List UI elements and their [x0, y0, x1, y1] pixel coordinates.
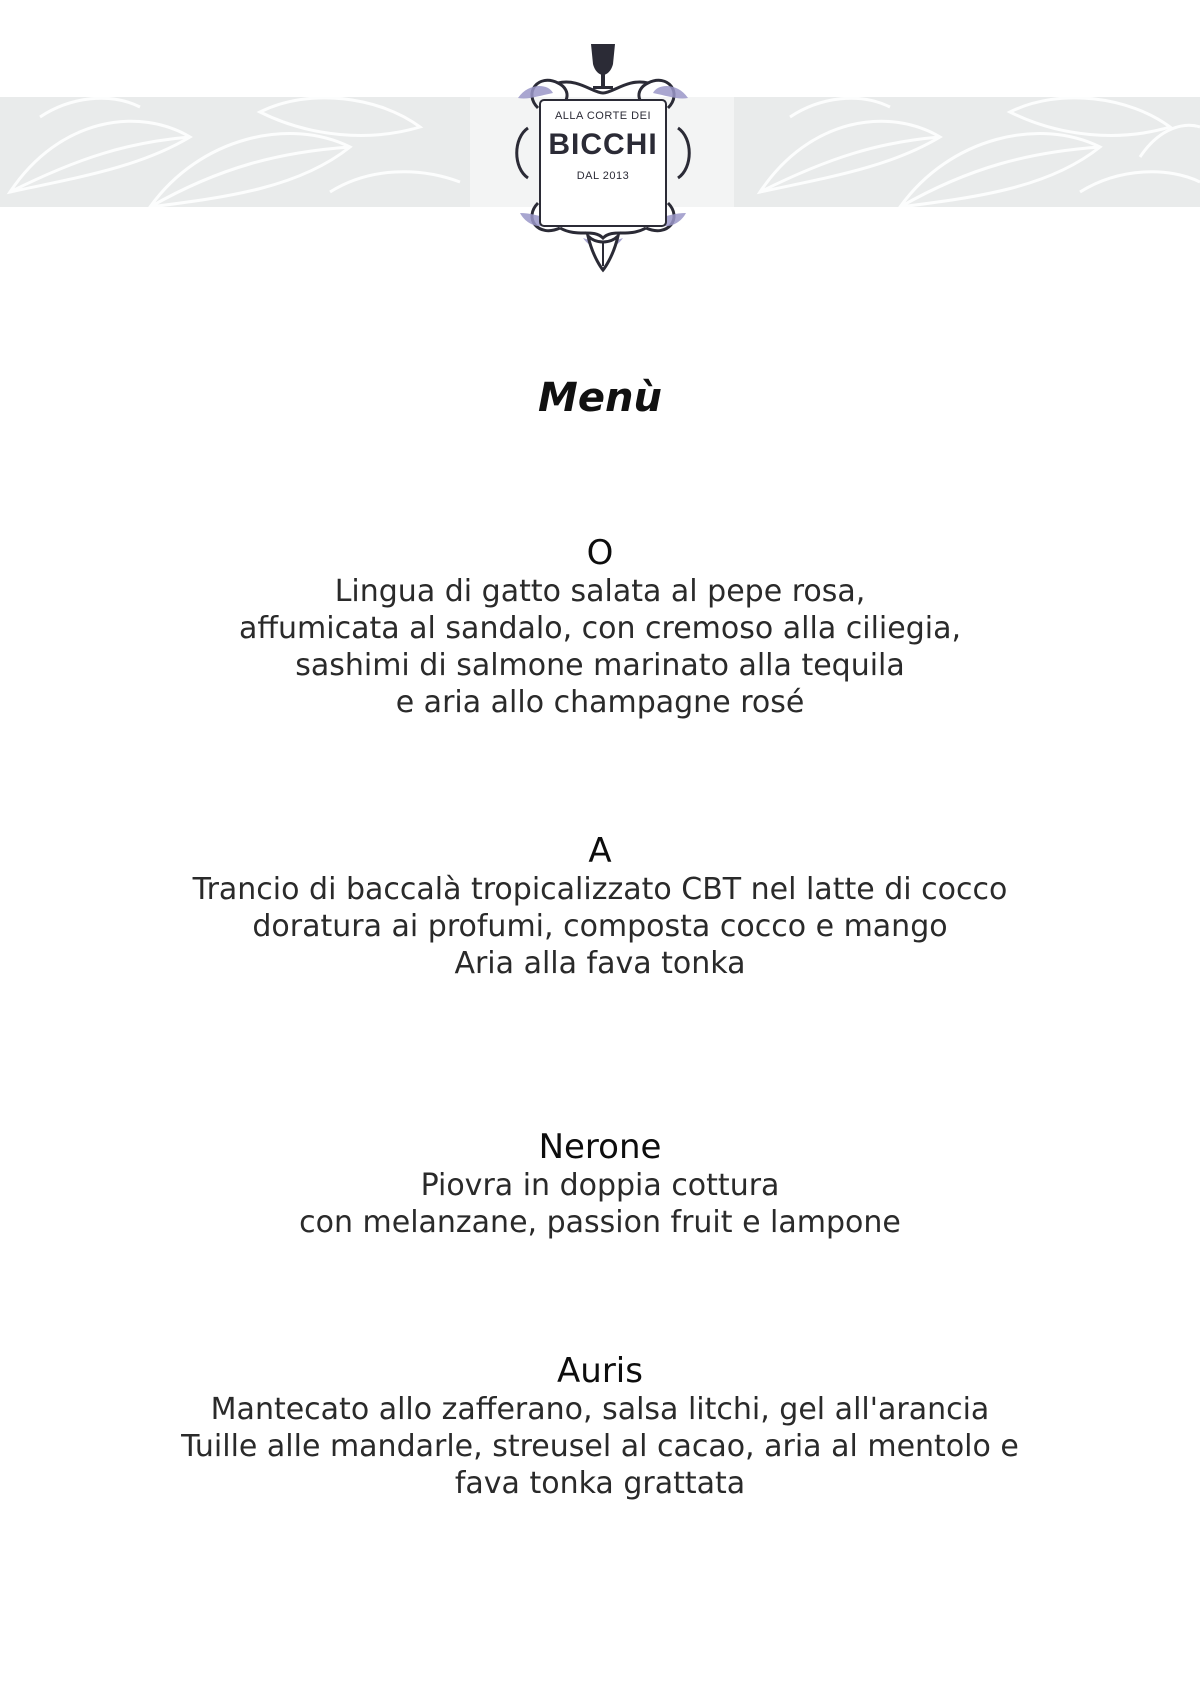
menu-title: Menù	[538, 375, 662, 421]
course-description	[0, 1391, 1200, 1502]
course-description-line: doratura ai profumi, composta cocco e mango	[252, 909, 948, 944]
course-name: O	[586, 533, 614, 573]
course-auris	[0, 1351, 1200, 1502]
course-description-line: Trancio di baccalà tropicalizzato CBT nel latte di cocco	[192, 872, 1008, 907]
course-description-line: con melanzane, passion fruit e lampone	[299, 1205, 901, 1240]
course-description-line: Aria alla fava tonka	[454, 946, 746, 981]
course-a	[0, 831, 1200, 982]
logo-text-bottom: DAL 2013	[576, 170, 630, 182]
course-description	[0, 871, 1200, 982]
course-description-line: Tuille alle mandarle, streusel al cacao, aria al mentolo e	[181, 1429, 1019, 1464]
course-description-line: e aria allo champagne rosé	[395, 685, 805, 720]
course-description	[0, 573, 1200, 721]
course-description-line: Lingua di gatto salata al pepe rosa,	[334, 574, 866, 609]
course-name: Nerone	[538, 1127, 662, 1167]
logo-text-top: ALLA CORTE DEI	[554, 110, 652, 122]
logo-text-main: BICCHI	[548, 128, 658, 161]
course-description-line: affumicata al sandalo, con cremoso alla ciliegia,	[238, 611, 961, 646]
course-name: Auris	[557, 1351, 643, 1391]
course-description-line: fava tonka grattata	[454, 1466, 746, 1501]
course-description-line: sashimi di salmone marinato alla tequila	[295, 648, 905, 683]
course-description	[0, 1167, 1200, 1241]
course-description-line: Mantecato allo zafferano, salsa litchi, gel all'arancia	[210, 1392, 990, 1427]
course-o	[0, 533, 1200, 721]
course-description-line: Piovra in doppia cottura	[420, 1168, 780, 1203]
course-nerone	[0, 1127, 1200, 1241]
logo	[498, 38, 708, 274]
course-name: A	[588, 831, 612, 871]
